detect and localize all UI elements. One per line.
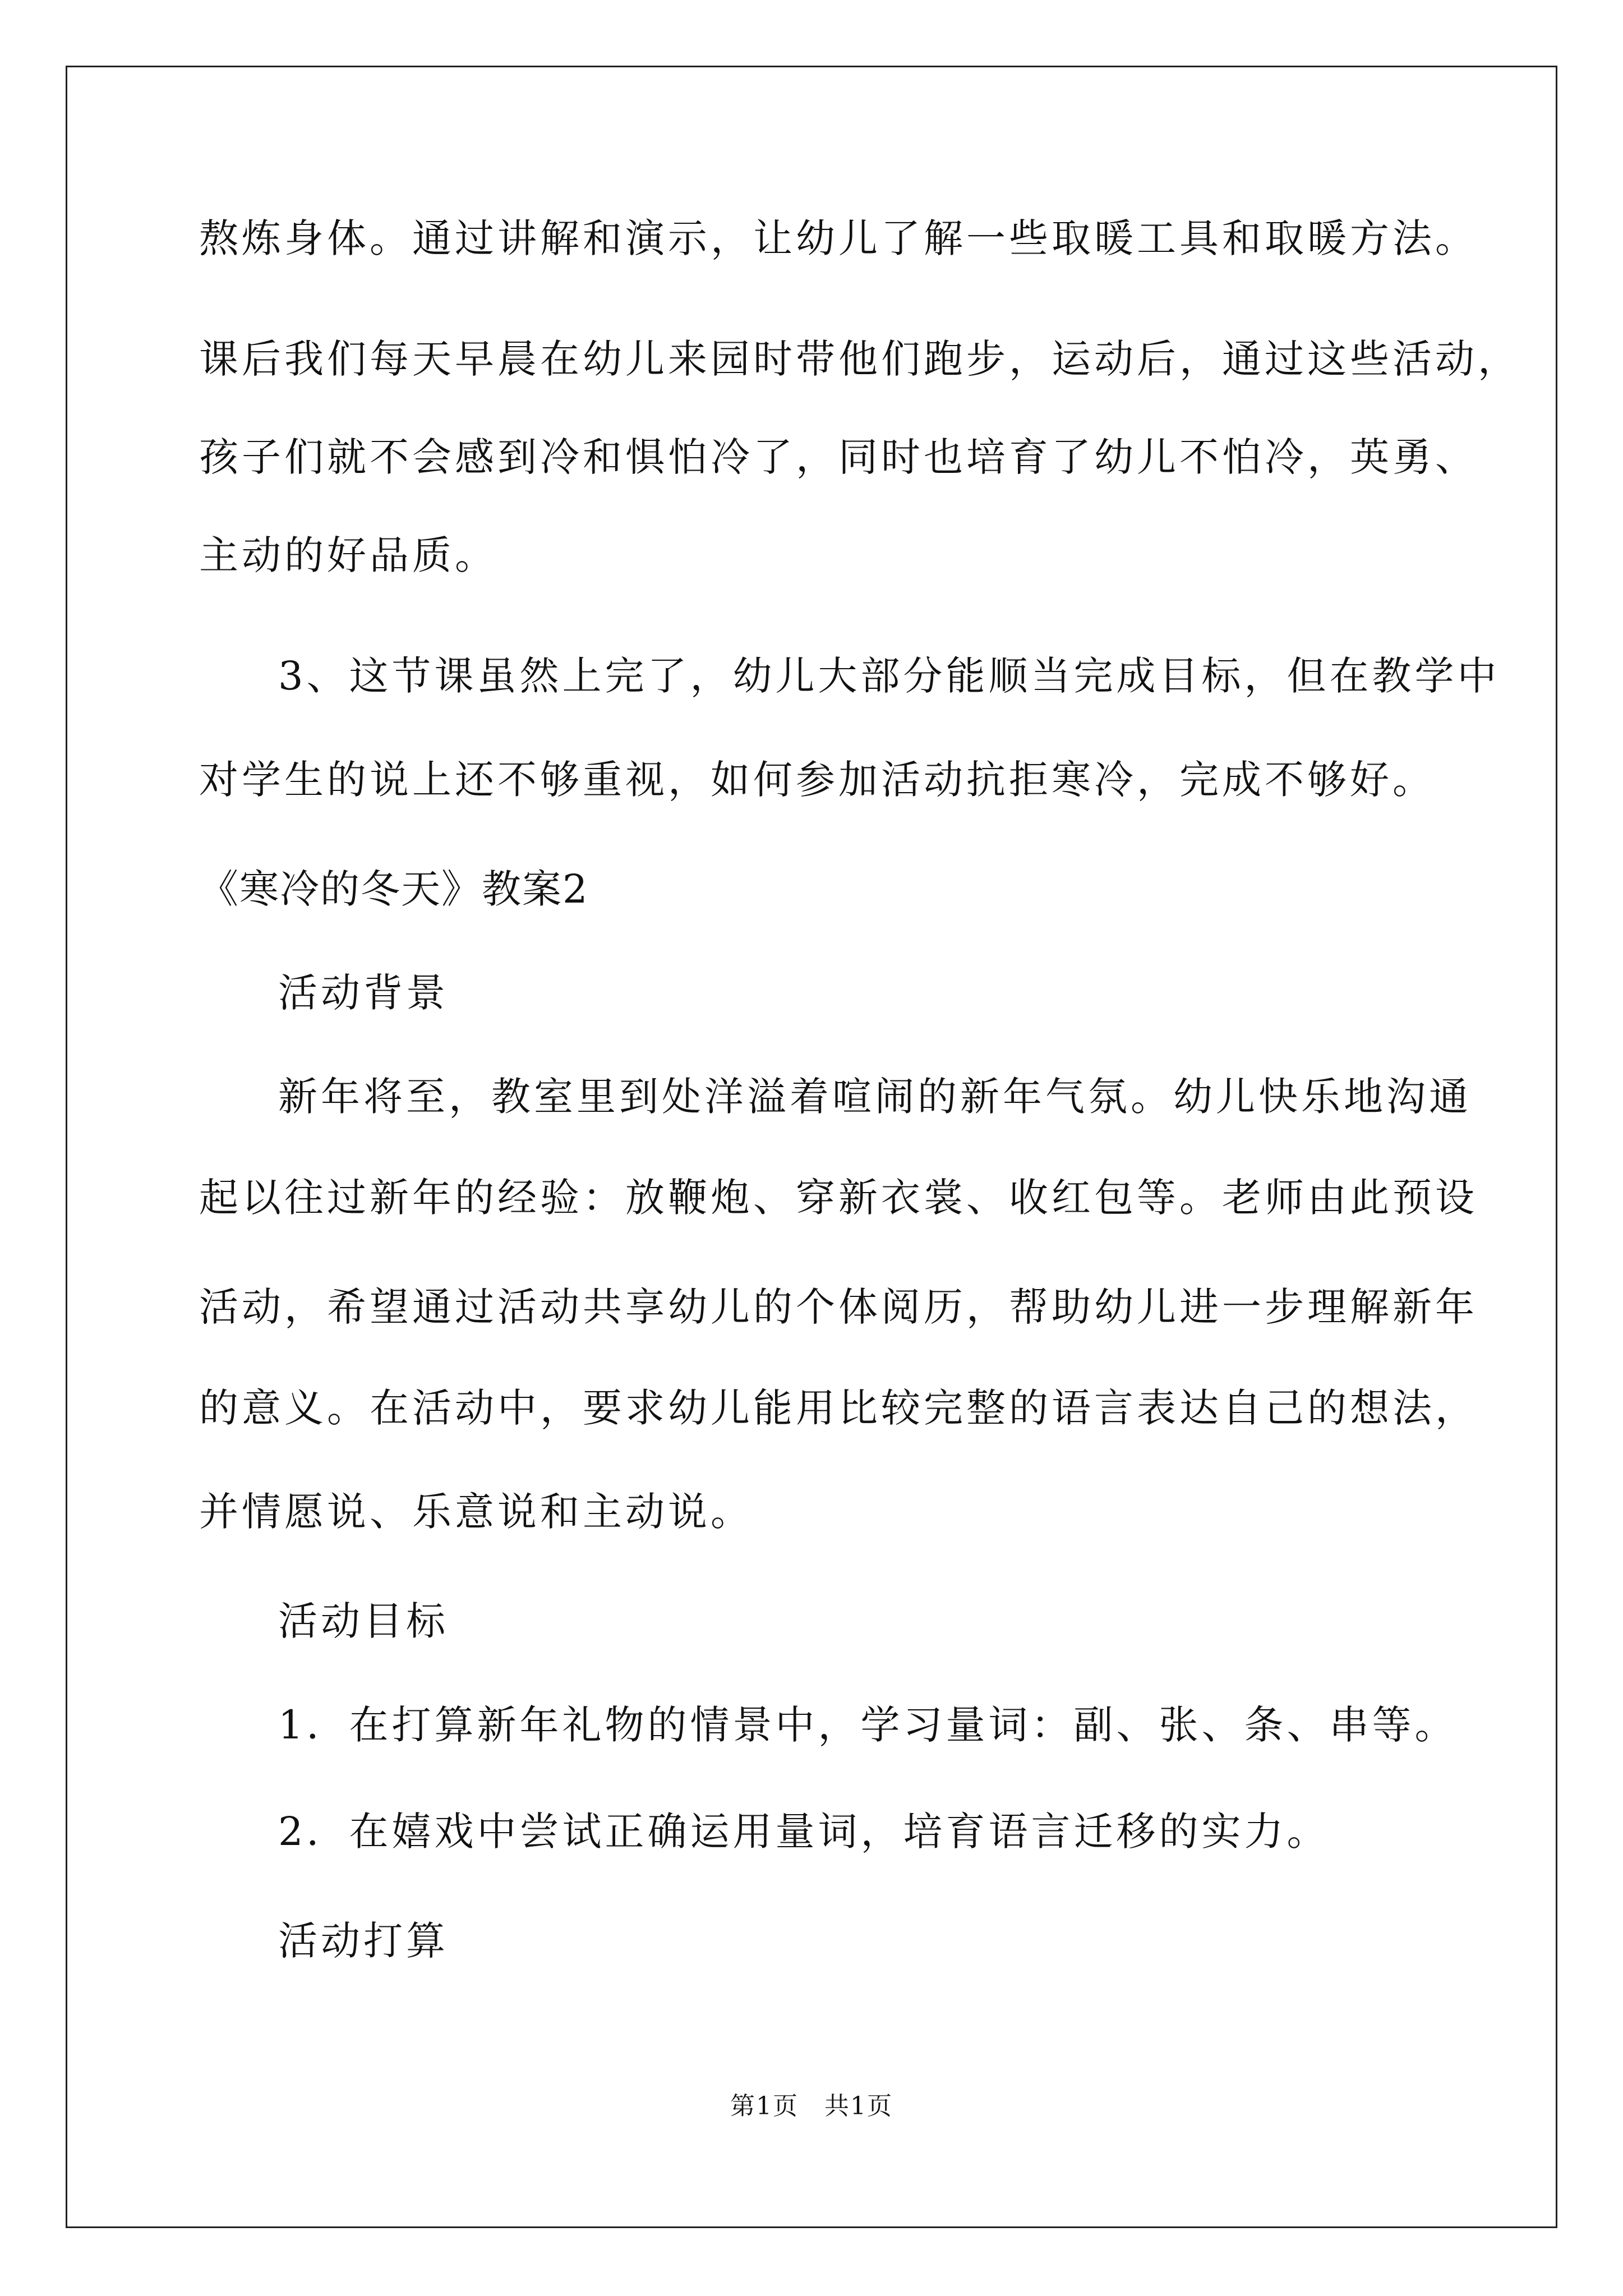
body-line: 起以往过新年的经验：放鞭炮、穿新衣裳、收红包等。老师由此预设 xyxy=(199,1175,1478,1221)
section-heading: 活动目标 xyxy=(278,1598,449,1644)
list-item: 2．在嬉戏中尝试正确运用量词，培育语言迁移的实力。 xyxy=(278,1809,1330,1855)
body-line: 对学生的说上还不够重视，如何参加活动抗拒寒冷，完成不够好。 xyxy=(199,757,1435,803)
body-line: 新年将至，教室里到处洋溢着喧闹的新年气氛。幼儿快乐地沟通 xyxy=(278,1074,1472,1120)
page-border xyxy=(66,66,1557,2228)
body-line: 活动，希望通过活动共享幼儿的个体阅历，帮助幼儿进一步理解新年 xyxy=(199,1284,1478,1330)
section-title: 《寒冷的冬天》教案2 xyxy=(199,866,589,912)
body-line: 3、这节课虽然上完了，幼儿大部分能顺当完成目标，但在教学中 xyxy=(278,653,1500,699)
body-line: 并情愿说、乐意说和主动说。 xyxy=(199,1489,753,1535)
list-item: 1．在打算新年礼物的情景中，学习量词：副、张、条、串等。 xyxy=(278,1702,1458,1748)
body-line: 熬炼身体。通过讲解和演示，让幼儿了解一些取暖工具和取暖方法。 xyxy=(199,215,1478,261)
body-line: 课后我们每天早晨在幼儿来园时带他们跑步，运动后，通过这些活动， xyxy=(199,336,1520,382)
section-heading: 活动打算 xyxy=(278,1918,449,1964)
body-line: 孩子们就不会感到冷和惧怕冷了，同时也培育了幼儿不怕冷，英勇、 xyxy=(199,434,1478,480)
page-footer: 第1页 共1页 xyxy=(730,2092,893,2120)
section-heading: 活动背景 xyxy=(278,970,449,1016)
body-line: 主动的好品质。 xyxy=(199,532,497,578)
body-line: 的意义。在活动中，要求幼儿能用比较完整的语言表达自己的想法， xyxy=(199,1385,1478,1431)
